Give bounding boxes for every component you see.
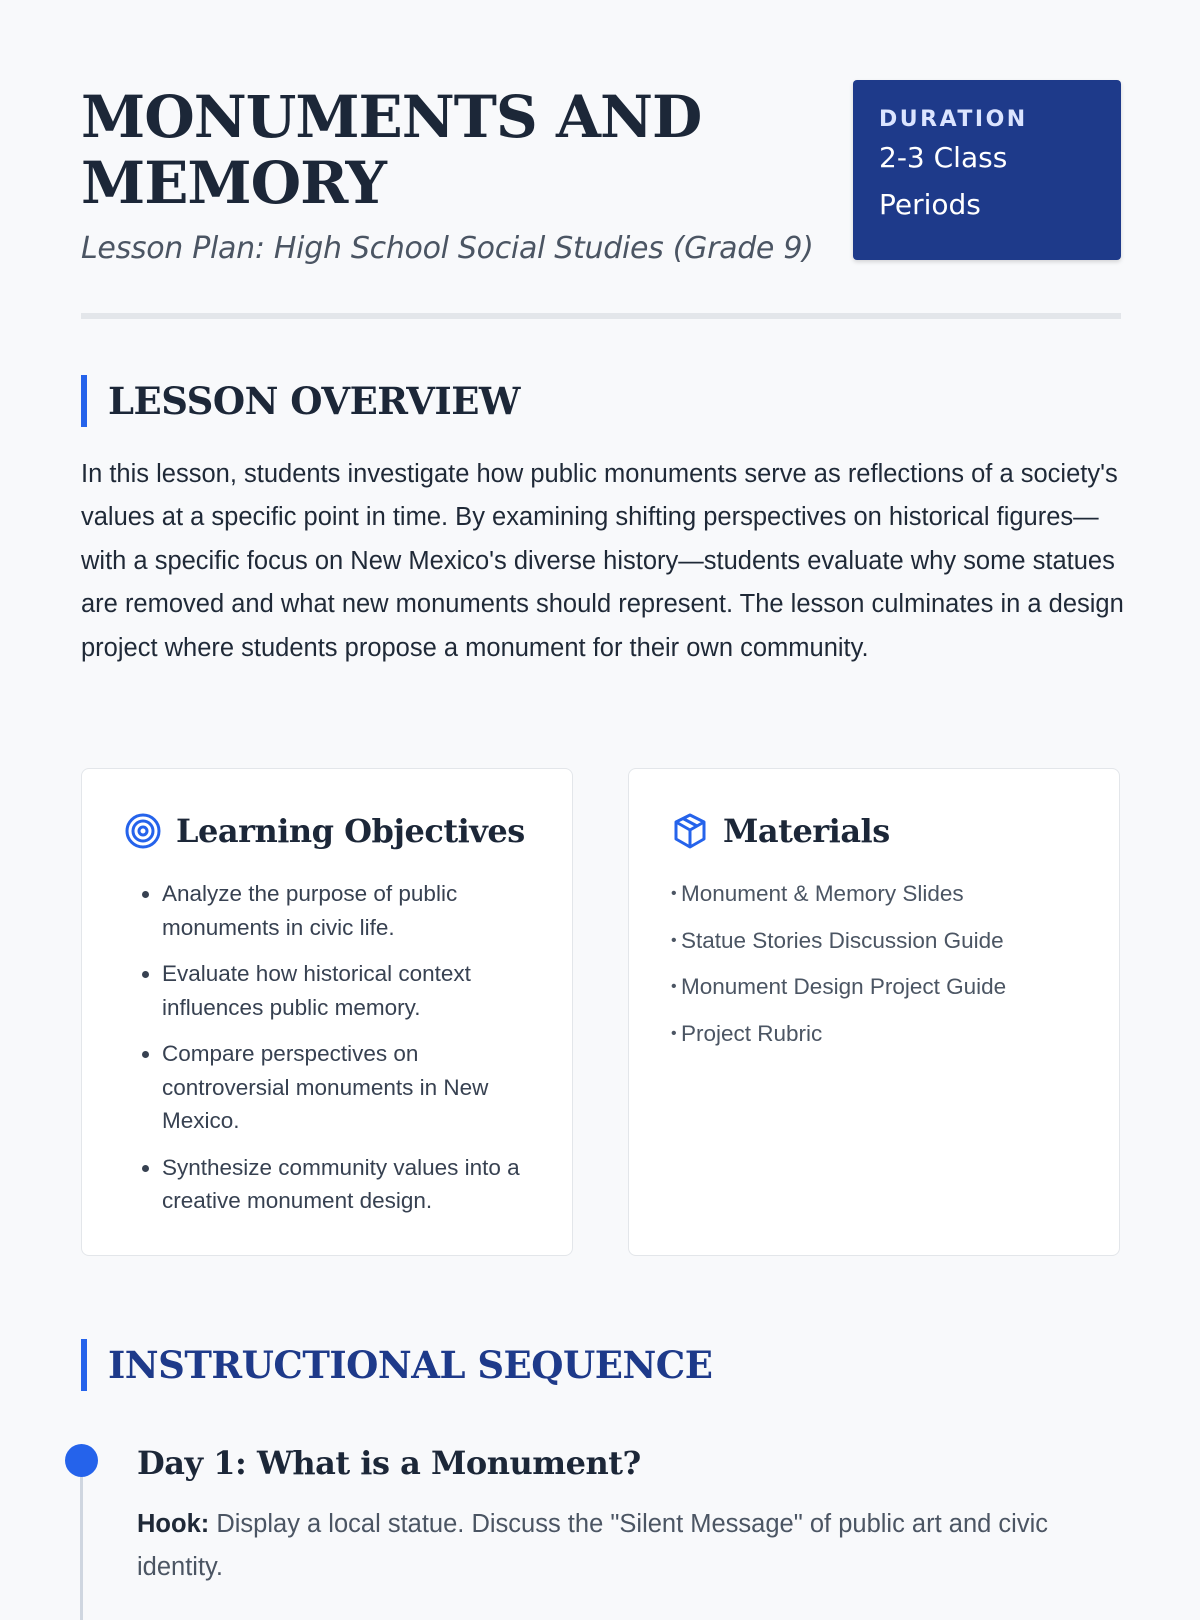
material-label: Project Rubric xyxy=(681,1020,823,1046)
title-line-2: MEMORY xyxy=(81,149,386,217)
hook-text: Display a local statue. Discuss the "Silent Message" of public art and civic identity. xyxy=(137,1510,1048,1582)
day-1-title: Day 1: What is a Monument? xyxy=(137,1444,641,1482)
materials-list xyxy=(671,877,1006,1063)
header-divider xyxy=(81,313,1121,319)
bullet-icon: • xyxy=(671,931,677,949)
materials-heading: Materials xyxy=(723,812,890,850)
day-1-description xyxy=(137,1503,1117,1590)
objectives-card xyxy=(81,768,573,1256)
materials-title xyxy=(671,811,890,851)
objectives-list xyxy=(162,877,532,1231)
timeline-marker xyxy=(65,1444,98,1477)
material-label: Statue Stories Discussion Guide xyxy=(681,927,1004,953)
timeline-line xyxy=(80,1460,83,1620)
objectives-title xyxy=(124,811,525,851)
material-label: Monument & Memory Slides xyxy=(681,881,964,906)
material-item xyxy=(671,970,1006,1004)
material-item xyxy=(671,1017,1006,1051)
objective-item: • Analyze the purpose of public monuments in civic life. xyxy=(162,877,532,944)
page-title xyxy=(81,84,781,216)
objectives-heading: Learning Objectives xyxy=(176,812,525,850)
bullet-icon: • xyxy=(671,1024,677,1042)
lesson-plan-page xyxy=(81,0,1124,1582)
sequence-heading: INSTRUCTIONAL SEQUENCE xyxy=(81,1339,712,1391)
material-item xyxy=(671,924,1006,958)
hook-label: Hook: xyxy=(137,1510,210,1538)
material-item xyxy=(671,877,1006,911)
overview-text: In this lesson, students investigate how public monuments serve as reflections of a society's values at a specific point in time. By examining shifting perspectives on historical figures—with a specific focus on New Mexico's diverse history—students evaluate why some statues are removed and what new monuments should represent. The lesson culminates in a design project where students propose a monument for their own community. xyxy=(81,460,1124,662)
material-label: Monument Design Project Guide xyxy=(681,974,1007,999)
materials-card xyxy=(628,768,1120,1256)
duration-badge xyxy=(853,80,1121,260)
title-line-1: MONUMENTS AND xyxy=(81,83,702,151)
duration-label: DURATION xyxy=(879,107,1028,132)
bullet-icon: • xyxy=(671,885,677,902)
duration-value: 2-3 Class Periods xyxy=(879,141,1008,221)
overview-heading: LESSON OVERVIEW xyxy=(81,375,520,427)
objective-item: • Compare perspectives on controversial monuments in New Mexico. xyxy=(162,1037,532,1138)
bullet-icon: • xyxy=(671,978,677,995)
objective-item: • Synthesize community values into a creative monument design. xyxy=(162,1151,532,1218)
target-icon xyxy=(124,812,162,850)
page-header xyxy=(81,0,1121,320)
objective-item: • Evaluate how historical context influences public memory. xyxy=(162,957,532,1024)
page-subtitle: Lesson Plan: High School Social Studies (Grade 9) xyxy=(81,231,814,266)
cube-icon xyxy=(671,812,709,850)
